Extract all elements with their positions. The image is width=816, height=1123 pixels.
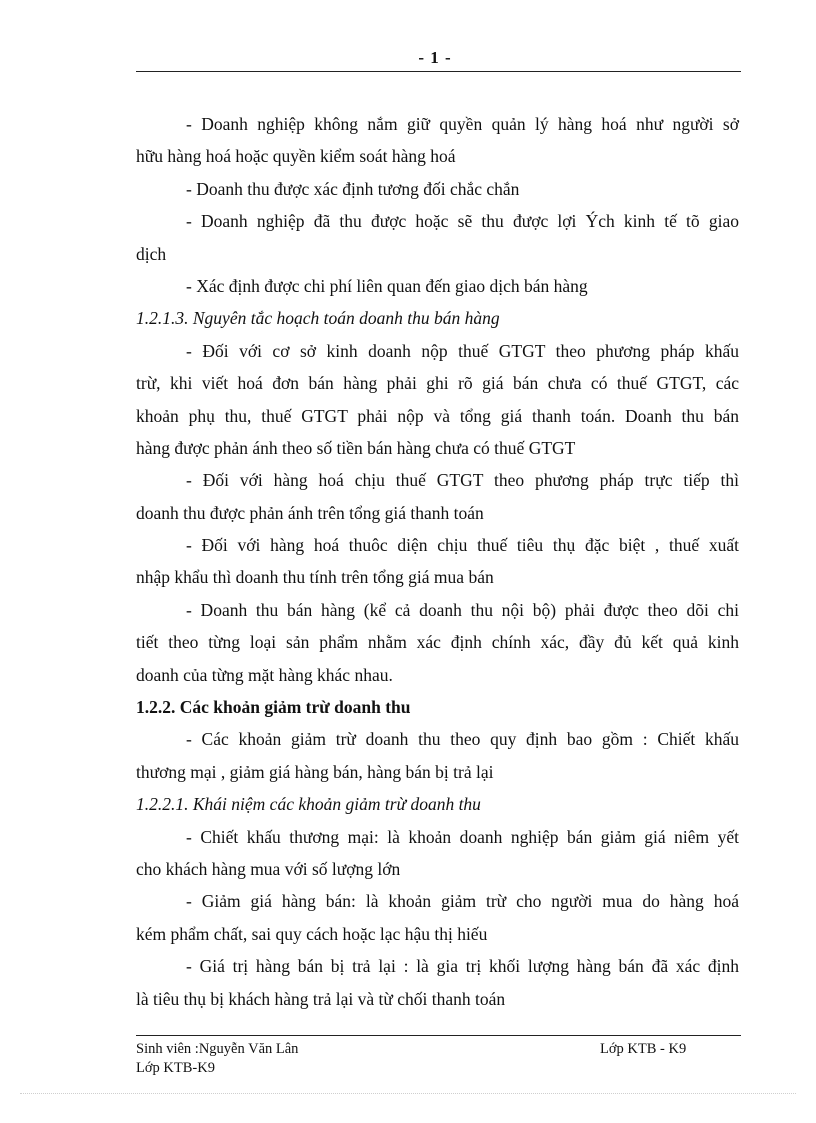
paragraph-line: doanh của từng mặt hàng khác nhau. <box>136 664 393 685</box>
page-edge-divider <box>20 1093 796 1094</box>
paragraph-line: kém phẩm chất, sai quy cách hoặc lạc hậu thị hiếu <box>136 923 488 944</box>
document-body <box>136 108 739 1015</box>
paragraph-line: - Doanh thu được xác định tương đối chắc chắn <box>186 178 520 199</box>
footer-student-name: Sinh viên :Nguyễn Văn Lân <box>136 1041 299 1057</box>
paragraph-line: dịch <box>136 243 167 264</box>
paragraph-line: - Doanh thu bán hàng (kể cả doanh thu nội bộ) phải được theo dõi chi <box>186 599 739 620</box>
paragraph-line: - Xác định được chi phí liên quan đến giao dịch bán hàng <box>186 275 588 296</box>
paragraph-line: khoản phụ thu, thuế GTGT phải nộp và tổng giá thanh toán. Doanh thu bán <box>136 405 739 426</box>
paragraph-line: doanh thu được phản ánh trên tổng giá thanh toán <box>136 502 484 523</box>
subsection-heading: 1.2.2.1. Khái niệm các khoản giảm trừ doanh thu <box>136 794 481 815</box>
footer-class-left: Lớp KTB-K9 <box>136 1060 215 1076</box>
paragraph-line: hàng được phản ánh theo số tiền bán hàng chưa có thuế GTGT <box>136 437 576 458</box>
footer-left <box>136 1040 298 1078</box>
paragraph-line: thương mại , giảm giá hàng bán, hàng bán bị trả lại <box>136 761 494 782</box>
page-number: - 1 - <box>418 48 452 67</box>
paragraph-line: cho khách hàng mua với số lượng lớn <box>136 858 401 879</box>
paragraph-line: - Giảm giá hàng bán: là khoản giảm trừ cho người mua do hàng hoá <box>186 891 739 912</box>
paragraph-line: là tiêu thụ bị khách hàng trả lại và từ chối thanh toán <box>136 988 506 1009</box>
paragraph-line: - Giá trị hàng bán bị trả lại : là gia trị khối lượng hàng bán đã xác định <box>186 956 739 977</box>
paragraph-line: trừ, khi viết hoá đơn bán hàng phải ghi rõ giá bán chưa có thuế GTGT, các <box>136 373 739 394</box>
footer-class-right: Lớp KTB - K9 <box>600 1041 687 1057</box>
paragraph-line: nhập khẩu thì doanh thu tính trên tổng giá mua bán <box>136 567 494 588</box>
paragraph-line: - Đối với hàng hoá chịu thuế GTGT theo phương pháp trực tiếp thì <box>186 470 739 491</box>
section-heading: 1.2.2. Các khoản giảm trừ doanh thu <box>136 697 411 718</box>
header-rule <box>136 71 741 72</box>
paragraph-line: - Các khoản giảm trừ doanh thu theo quy định bao gồm : Chiết khấu <box>186 729 739 750</box>
paragraph-line: tiết theo từng loại sản phẩm nhằm xác định chính xác, đầy đủ kết quả kinh <box>136 632 739 653</box>
paragraph-line: - Đối với hàng hoá thuôc diện chịu thuế tiêu thụ đặc biệt , thuế xuất <box>186 535 739 556</box>
subsection-heading: 1.2.1.3. Nguyên tắc hoạch toán doanh thu bán hàng <box>136 308 500 329</box>
paragraph-line: hữu hàng hoá hoặc quyền kiểm soát hàng hoá <box>136 146 456 167</box>
footer-rule <box>136 1035 741 1036</box>
paragraph-line: - Đối với cơ sở kinh doanh nộp thuế GTGT theo phương pháp khấu <box>186 340 739 361</box>
paragraph-line: - Chiết khấu thương mại: là khoản doanh nghiệp bán giảm giá niêm yết <box>186 826 739 847</box>
paragraph-line: - Doanh nghiệp đã thu được hoặc sẽ thu được lợi Ých kinh tế tõ giao <box>186 211 739 232</box>
paragraph-line: - Doanh nghiệp không nắm giữ quyền quản lý hàng hoá như người sở <box>186 114 739 134</box>
